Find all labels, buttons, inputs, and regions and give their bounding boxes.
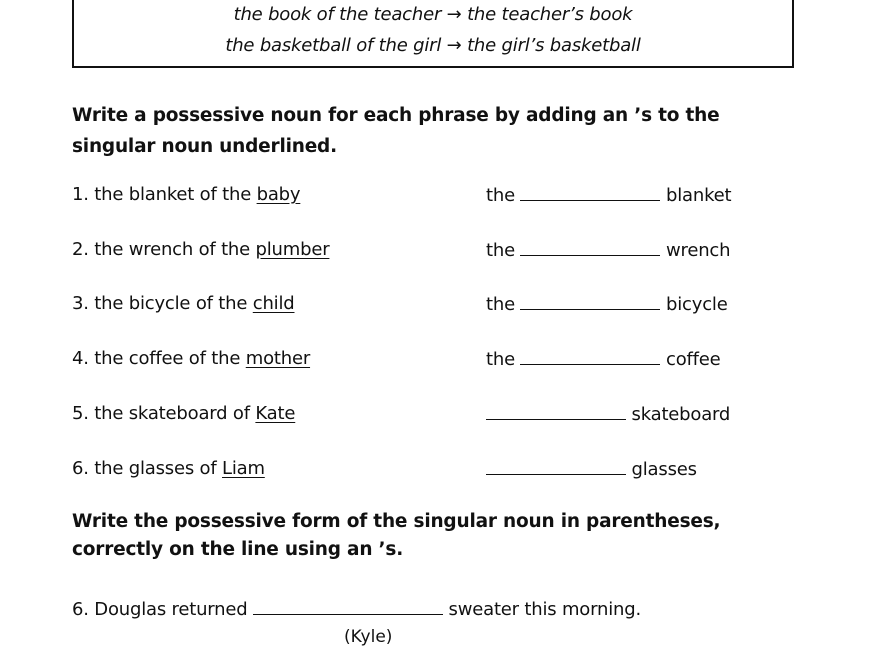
item-prefix: 5. the skateboard of — [72, 403, 256, 424]
answer-pre: the — [486, 185, 515, 206]
answer-post: blanket — [666, 185, 732, 206]
exercise-item-2 — [72, 239, 329, 261]
answer-line-2 — [486, 239, 730, 262]
example-line-1: the book of the teacher → the teacher’s book — [233, 4, 633, 25]
item-prefix: 4. the coffee of the — [72, 348, 246, 369]
answer-blank[interactable] — [520, 293, 660, 310]
answer-post: wrench — [666, 240, 731, 261]
example-line-2: the basketball of the girl → the girl’s basketball — [225, 35, 641, 56]
item-underlined-noun: plumber — [255, 239, 330, 260]
example-box — [72, 0, 794, 68]
answer-post: bicycle — [666, 294, 728, 315]
item-underlined-noun: baby — [256, 184, 301, 205]
exercise-item-5 — [72, 403, 295, 425]
section2-sentence — [72, 598, 641, 621]
answer-line-5 — [486, 403, 730, 426]
answer-blank[interactable] — [520, 239, 660, 256]
answer-line-4 — [486, 348, 721, 371]
answer-pre: the — [486, 240, 515, 261]
sentence-post: sweater this morning. — [448, 599, 641, 620]
sentence-pre: 6. Douglas returned — [72, 599, 248, 620]
answer-blank[interactable] — [486, 458, 626, 475]
exercise-item-3 — [72, 293, 295, 315]
sentence-blank[interactable] — [253, 598, 443, 615]
item-underlined-noun: mother — [245, 348, 311, 369]
item-prefix: 2. the wrench of the — [72, 239, 256, 260]
exercise-item-6 — [72, 458, 265, 480]
answer-blank[interactable] — [520, 348, 660, 365]
answer-post: coffee — [666, 349, 721, 370]
item-prefix: 6. the glasses of — [72, 458, 223, 479]
exercise-item-4 — [72, 348, 310, 370]
answer-line-1 — [486, 184, 731, 207]
item-prefix: 3. the bicycle of the — [72, 293, 253, 314]
noun-hint: (Kyle) — [344, 627, 393, 647]
answer-pre: the — [486, 349, 515, 370]
item-underlined-noun: Kate — [255, 403, 296, 424]
section2-instruction: Write the possessive form of the singular noun in parentheses, correctly on the line using an ’s. — [72, 511, 721, 560]
answer-line-6 — [486, 458, 697, 481]
exercise-item-1 — [72, 184, 300, 206]
answer-post: skateboard — [631, 404, 731, 425]
answer-post: glasses — [631, 459, 697, 480]
item-prefix: 1. the blanket of the — [72, 184, 257, 205]
item-underlined-noun: Liam — [222, 458, 265, 479]
answer-line-3 — [486, 293, 728, 316]
answer-pre: the — [486, 294, 515, 315]
section1-instruction: Write a possessive noun for each phrase by adding an ’s to the singular noun underlined. — [72, 105, 720, 157]
answer-blank[interactable] — [520, 184, 660, 201]
answer-blank[interactable] — [486, 403, 626, 420]
item-underlined-noun: child — [252, 293, 295, 314]
